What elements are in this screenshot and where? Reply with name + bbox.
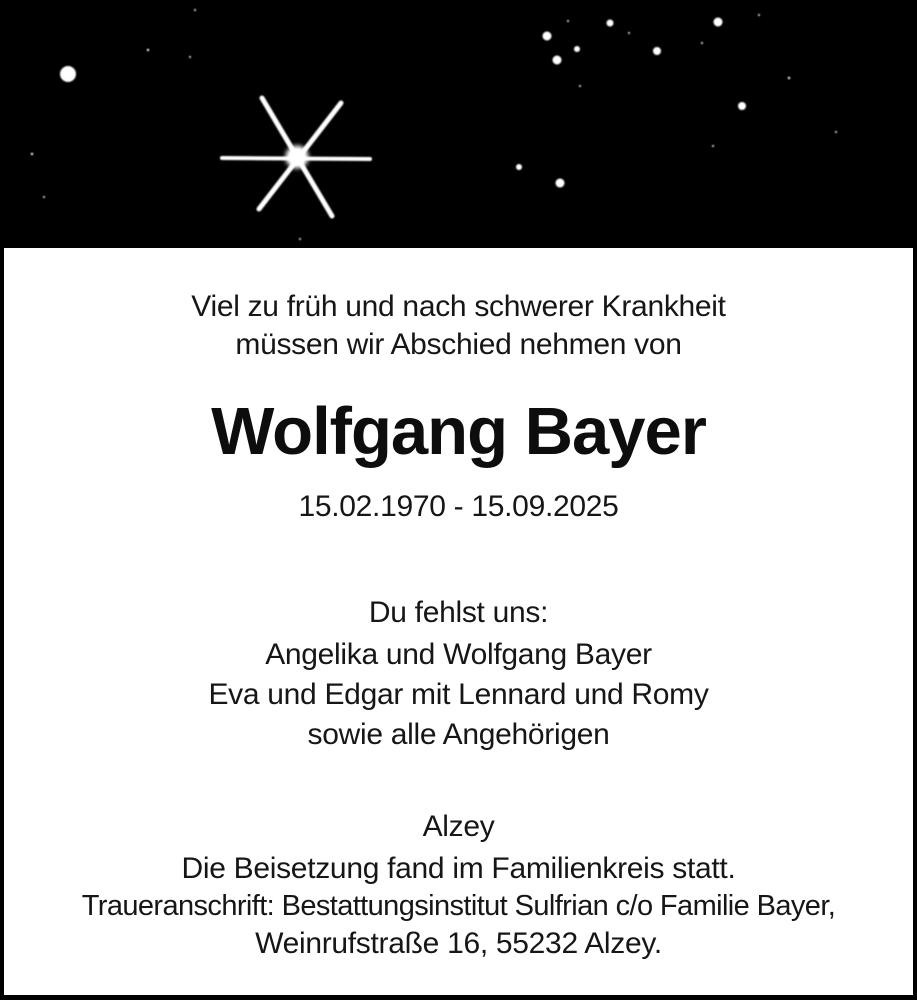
family-line: sowie alle Angehörigen bbox=[307, 718, 610, 751]
star-dot bbox=[788, 77, 790, 79]
family-line: Angelika und Wolfgang Bayer bbox=[265, 638, 652, 671]
city-label: Alzey bbox=[422, 810, 495, 843]
family-line: Eva und Edgar mit Lennard und Romy bbox=[208, 678, 709, 711]
small-stars-group bbox=[31, 9, 837, 240]
intro-line-2: müssen wir Abschied nehmen von bbox=[235, 328, 682, 361]
star-dot bbox=[31, 153, 33, 155]
star-dot bbox=[758, 14, 760, 16]
star-dot bbox=[516, 164, 522, 170]
sparkle-star-icon bbox=[222, 98, 370, 216]
mourning-address-line-2: Weinrufstraße 16, 55232 Alzey. bbox=[255, 927, 662, 960]
star-dot bbox=[147, 49, 149, 51]
star-dot bbox=[543, 32, 552, 41]
star-dot bbox=[653, 47, 661, 55]
star-dot bbox=[701, 42, 703, 44]
life-dates: 15.02.1970 - 15.09.2025 bbox=[298, 490, 619, 523]
intro-line-1: Viel zu früh und nach schwerer Krankheit bbox=[191, 290, 726, 323]
starfield-svg bbox=[0, 0, 917, 248]
star-dot bbox=[553, 56, 562, 65]
star-dot bbox=[628, 32, 630, 34]
star-dot bbox=[60, 66, 76, 82]
star-dot bbox=[579, 85, 581, 87]
star-dot bbox=[835, 131, 837, 133]
star-dot bbox=[43, 196, 45, 198]
star-dot bbox=[567, 20, 569, 22]
star-dot bbox=[556, 179, 565, 188]
star-dot bbox=[714, 18, 723, 27]
mourning-address-line-1: Traueranschrift: Bestattungsinstitut Sulfrian c/o Familie Bayer, bbox=[81, 890, 836, 922]
star-dot bbox=[607, 20, 614, 27]
star-dot bbox=[299, 238, 301, 240]
star-dot bbox=[712, 145, 714, 147]
deceased-name: Wolfgang Bayer bbox=[211, 394, 706, 469]
star-dot bbox=[738, 102, 746, 110]
star-dot bbox=[189, 56, 191, 58]
star-dot bbox=[194, 9, 196, 11]
missing-heading: Du fehlst uns: bbox=[368, 596, 549, 629]
starry-sky-header bbox=[0, 0, 917, 248]
star-dot bbox=[574, 46, 580, 52]
burial-note: Die Beisetzung fand im Familienkreis statt. bbox=[181, 852, 736, 885]
